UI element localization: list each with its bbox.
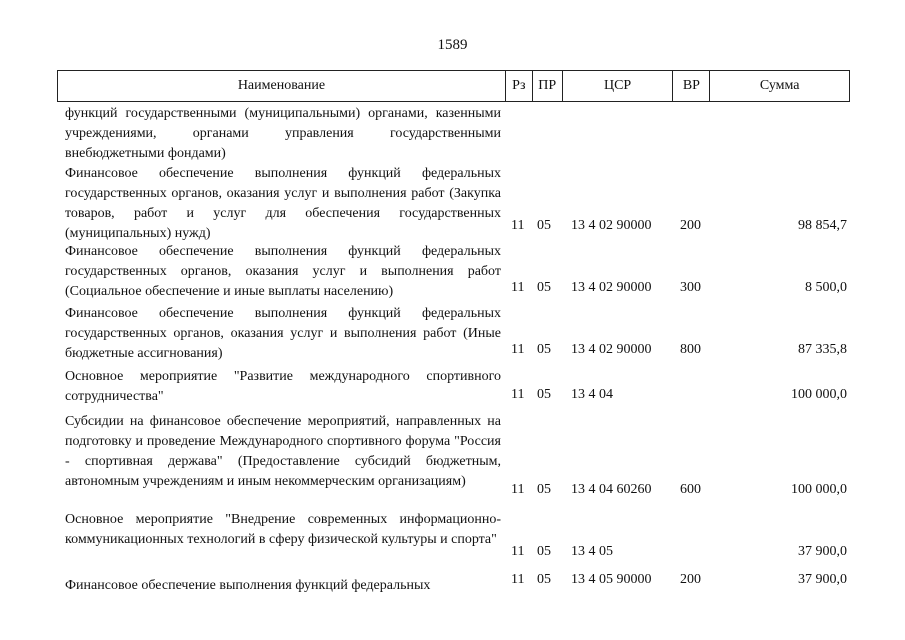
row-sum: 8 500,0 (805, 280, 847, 295)
row-csr: 13 4 05 90000 (571, 572, 652, 587)
row-pr: 05 (537, 280, 551, 295)
row-name: Финансовое обеспечение выполнения функций федеральных (65, 578, 431, 593)
row-codes (0, 340, 905, 360)
row-codes (0, 216, 905, 236)
row-csr: 13 4 04 (571, 387, 613, 402)
row-sum: 100 000,0 (791, 482, 847, 497)
row-vr: 200 (680, 218, 701, 233)
row-pr: 05 (537, 387, 551, 402)
row-vr: 800 (680, 342, 701, 357)
row-codes (0, 385, 905, 405)
row-pr: 05 (537, 544, 551, 559)
row-name: Финансовое обеспечение выполнения функций федеральных государственных органов, оказания услуг и выполнения работ (Социальное обеспечение и иные выплаты населению) (65, 244, 501, 299)
row-rz: 11 (511, 544, 525, 559)
row-rz: 11 (511, 572, 525, 587)
table-header (57, 70, 850, 102)
row-sum: 98 854,7 (798, 218, 847, 233)
row-name: Финансовое обеспечение выполнения функций федеральных государственных органов, оказания услуг и выполнения работ (Иные бюджетные ассигнования) (65, 306, 501, 361)
row-csr: 13 4 02 90000 (571, 280, 652, 295)
row-name: функций государственными (муниципальными) органами, казенными учреждениями, органами управления государственными внебюджетными фондами) (65, 106, 501, 161)
row-rz: 11 (511, 387, 525, 402)
row-pr: 05 (537, 482, 551, 497)
row-codes (0, 278, 905, 298)
row-csr: 13 4 02 90000 (571, 342, 652, 357)
header-name: Наименование (237, 78, 326, 93)
row-csr: 13 4 02 90000 (571, 218, 652, 233)
header-sum: Сумма (709, 71, 849, 101)
row-vr: 200 (680, 572, 701, 587)
row-sum: 37 900,0 (798, 544, 847, 559)
row-sum: 37 900,0 (798, 572, 847, 587)
row-codes (0, 542, 905, 562)
page-number: 1589 (437, 37, 468, 53)
row-sum: 100 000,0 (791, 387, 847, 402)
header-csr: ЦСР (562, 71, 673, 101)
row-pr: 05 (537, 342, 551, 357)
row-pr: 05 (537, 218, 551, 233)
row-rz: 11 (511, 218, 525, 233)
header-vr: ВР (672, 71, 709, 101)
row-name: Основное мероприятие "Развитие международного спортивного сотрудничества" (65, 369, 501, 404)
row-csr: 13 4 05 (571, 544, 613, 559)
row-rz: 11 (511, 482, 525, 497)
row-name: Финансовое обеспечение выполнения функций федеральных государственных органов, оказания услуг и выполнения работ (Закупка товаров, работ и услуг для обеспечения государственных (муниципальных) нужд) (65, 166, 501, 241)
row-sum: 87 335,8 (798, 342, 847, 357)
header-rz: Рз (505, 71, 532, 101)
row-pr: 05 (537, 572, 551, 587)
row-vr: 300 (680, 280, 701, 295)
row-vr: 600 (680, 482, 701, 497)
row-rz: 11 (511, 280, 525, 295)
row-name: Субсидии на финансовое обеспечение мероприятий, направленных на подготовку и проведение Международного спортивного форума "Россия - спортивная держава" (Предоставление субсидий бюджетным, автономным учреждениям и иным некоммерческим организациям) (65, 414, 501, 489)
row-codes (0, 570, 905, 590)
row-name: Основное мероприятие "Внедрение современных информационно-коммуникационных технологий в сферу физической культуры и спорта" (65, 512, 501, 547)
row-codes (0, 480, 905, 500)
header-pr: ПР (532, 71, 562, 101)
row-csr: 13 4 04 60260 (571, 482, 652, 497)
row-rz: 11 (511, 342, 525, 357)
